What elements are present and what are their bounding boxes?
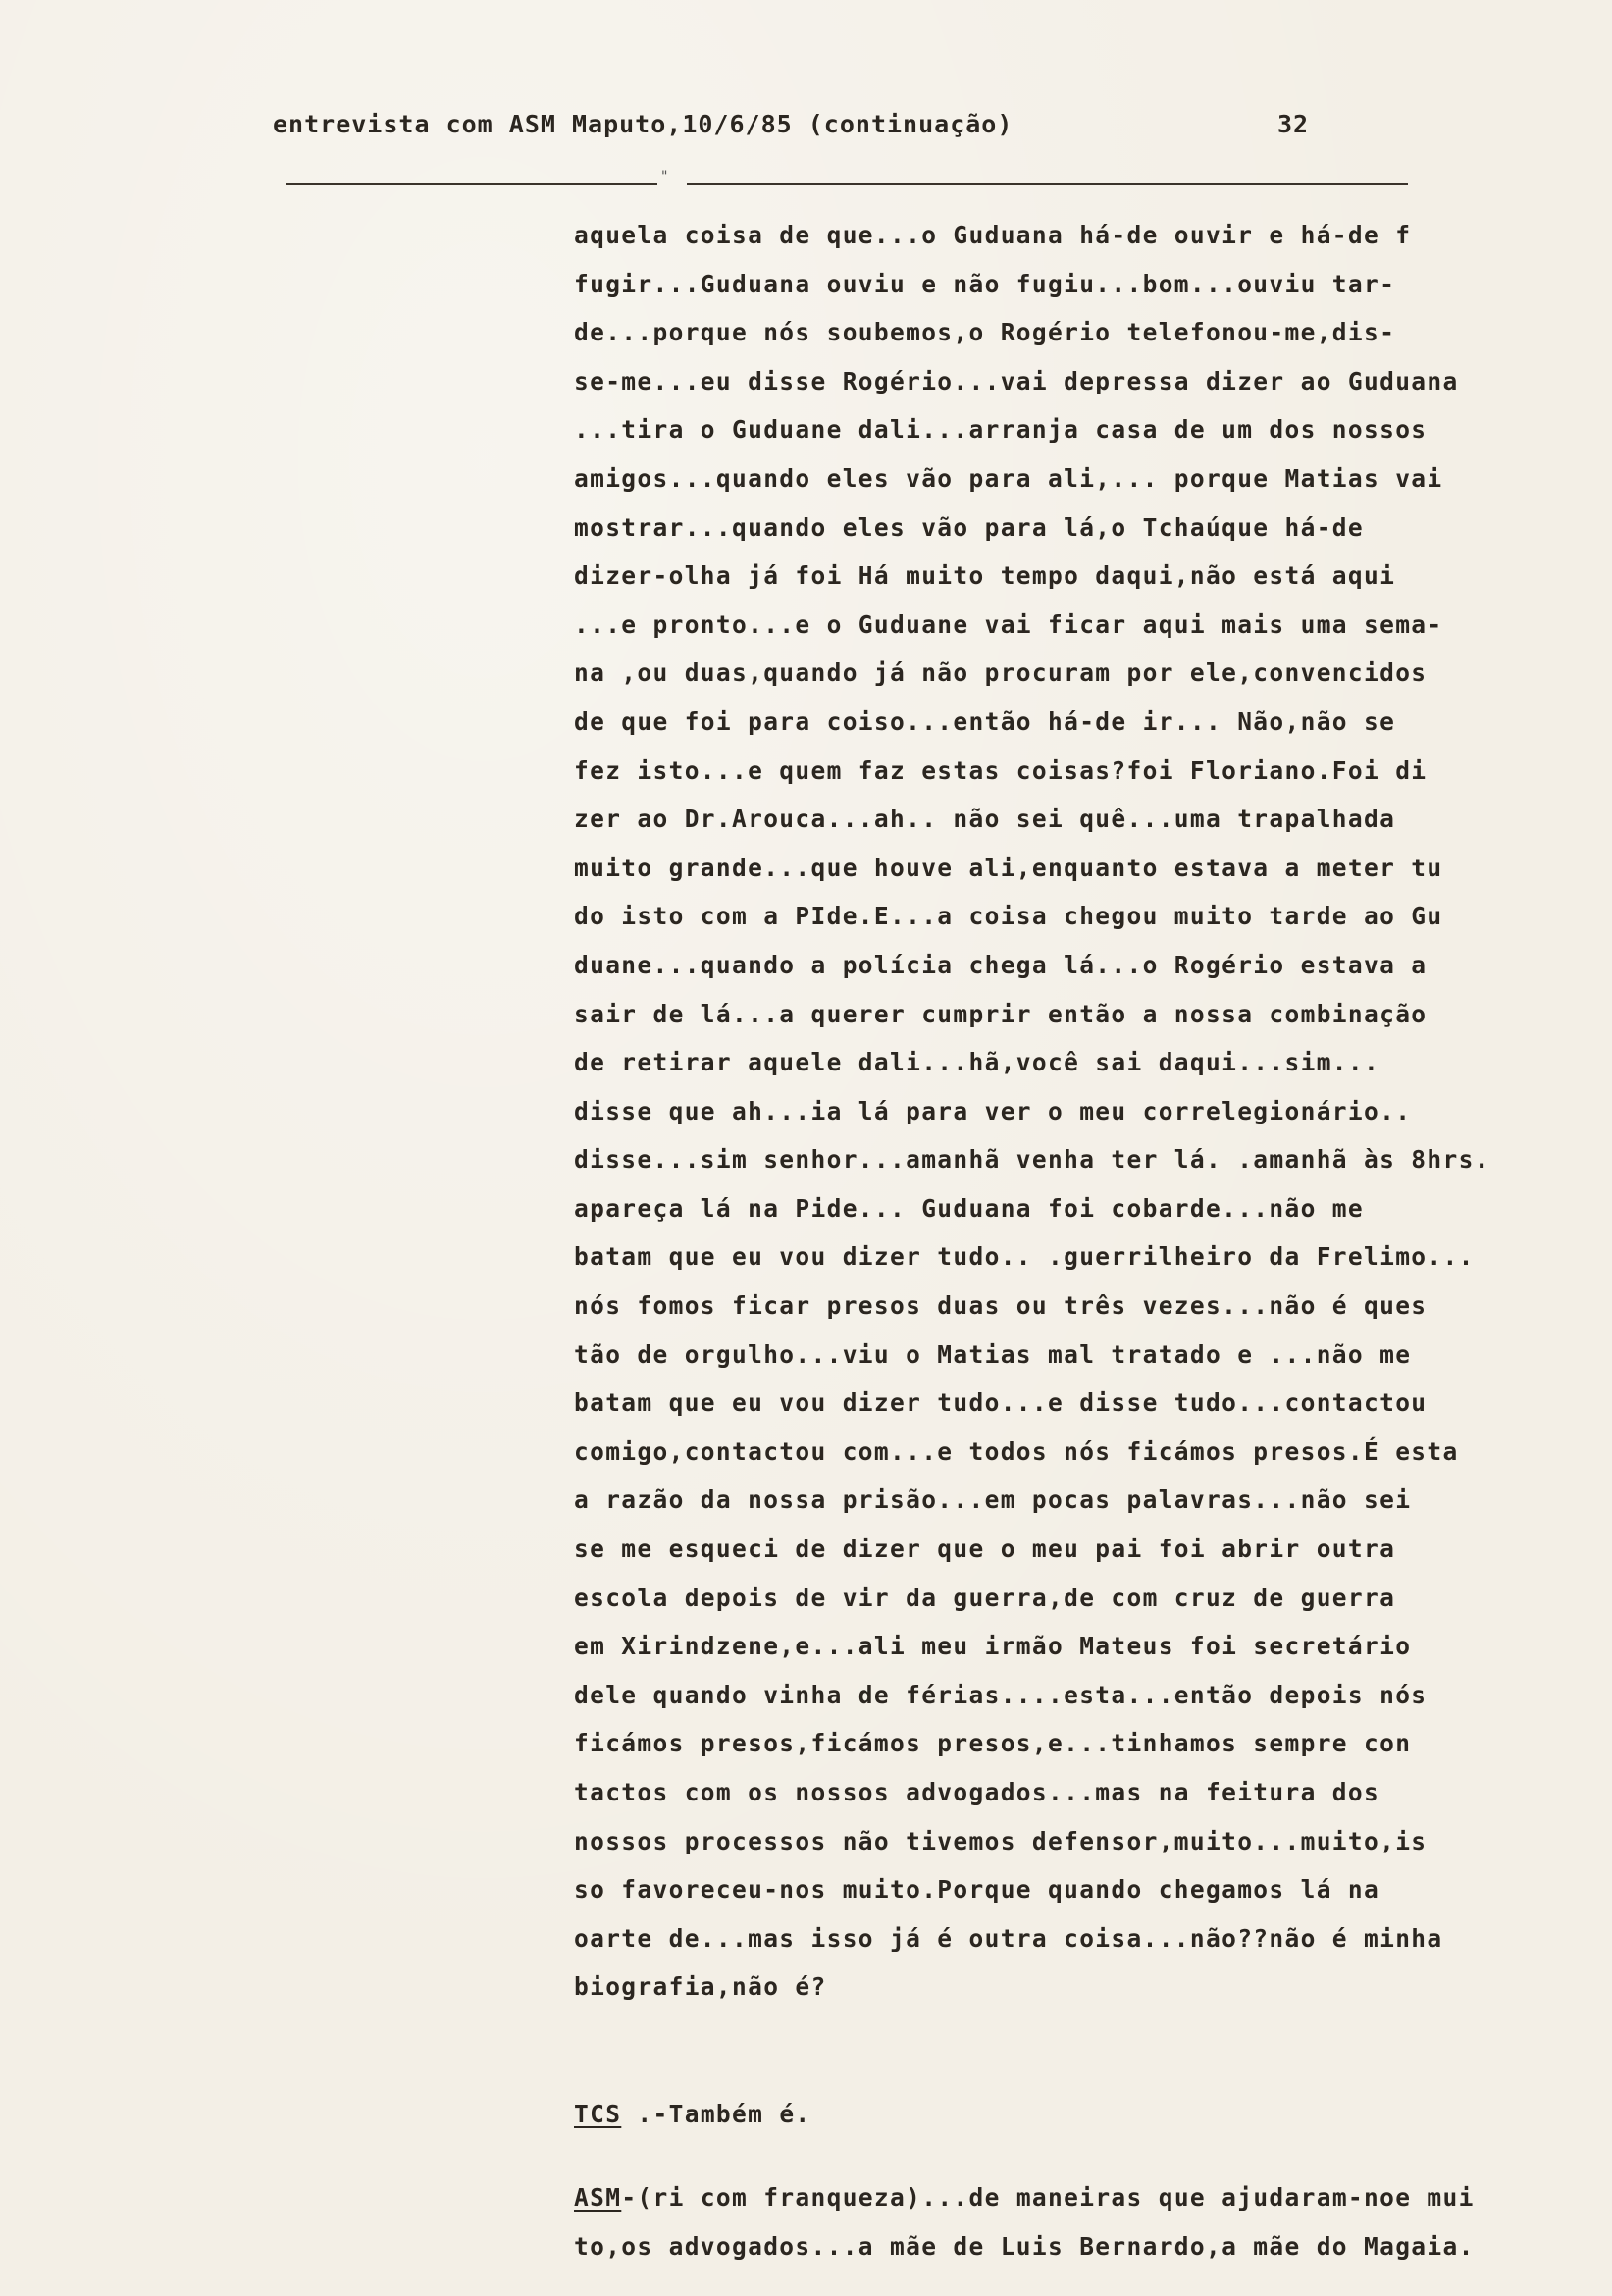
header-title: entrevista com ASM Maputo,10/6/85 (continuação) [273, 110, 1014, 138]
body-line: dele quando vinha de férias....esta...então depois nós [574, 1680, 1428, 1709]
body-line: biografia,não é? [574, 1972, 827, 2002]
body-line: em Xirindzene,e...ali meu irmão Mateus foi secretário [574, 1632, 1412, 1661]
body-line: muito grande...que houve ali,enquanto estava a meter tu [574, 853, 1443, 882]
body-line: mostrar...quando eles vão para lá,o Tchaúque há-de [574, 512, 1365, 542]
body-line: disse que ah...ia lá para ver o meu correlegionário.. [574, 1096, 1412, 1125]
body-line: a razão da nossa prisão...em pocas palavras...não sei [574, 1486, 1412, 1515]
asm-text-line1: -(ri com franqueza)...de maneiras que ajudaram-noe mui [621, 2183, 1475, 2212]
body-line: batam que eu vou dizer tudo...e disse tudo...contactou [574, 1388, 1428, 1418]
header-rule-left [286, 183, 657, 185]
page-number: 32 [1277, 110, 1310, 138]
body-line: batam que eu vou dizer tudo.. .guerrilheiro da Frelimo... [574, 1242, 1475, 1272]
body-line: ...tira o Guduane dali...arranja casa de um dos nossos [574, 415, 1428, 444]
header-rule-right [687, 183, 1408, 185]
page-header [273, 110, 1352, 149]
speaker-tcs: TCS [574, 2100, 622, 2128]
body-line: tão de orgulho...viu o Matias mal tratado e ...não me [574, 1339, 1412, 1369]
body-line: fez isto...e quem faz estas coisas?foi Floriano.Foi di [574, 756, 1428, 785]
body-line: aquela coisa de que...o Guduana há-de ouvir e há-de f [574, 221, 1412, 249]
body-line: do isto com a PIde.E...a coisa chegou muito tarde ao Gu [574, 902, 1443, 931]
interview-transcript-body [574, 211, 1594, 2011]
body-line: disse...sim senhor...amanhã venha ter lá. .amanhã às 8hrs. [574, 1145, 1490, 1174]
tcs-text: .-Também é. [621, 2100, 811, 2128]
body-line: escola depois de vir da guerra,de com cruz de guerra [574, 1583, 1396, 1612]
tcs-dialogue [574, 2090, 1594, 2139]
body-line: apareça lá na Pide... Guduana foi cobarde...não me [574, 1193, 1365, 1223]
body-line: so favoreceu-nos muito.Porque quando chegamos lá na [574, 1875, 1380, 1905]
body-line: nós fomos ficar presos duas ou três vezes...não é ques [574, 1291, 1428, 1321]
speaker-asm: ASM [574, 2183, 622, 2212]
body-line: dizer-olha já foi Há muito tempo daqui,não está aqui [574, 561, 1396, 591]
body-line: de...porque nós soubemos,o Rogério telefonou-me,dis- [574, 318, 1396, 347]
body-line: sair de lá...a querer cumprir então a nossa combinação [574, 999, 1428, 1028]
body-line: fugir...Guduana ouviu e não fugiu...bom...ouviu tar- [574, 269, 1396, 298]
body-line: amigos...quando eles vão para ali,... porque Matias vai [574, 463, 1443, 493]
body-line: na ,ou duas,quando já não procuram por ele,convencidos [574, 658, 1428, 688]
body-line: zer ao Dr.Arouca...ah.. não sei quê...uma trapalhada [574, 805, 1396, 834]
asm-dialogue [574, 2173, 1594, 2270]
body-line: duane...quando a polícia chega lá...o Rogério estava a [574, 950, 1428, 979]
body-line: ficámos presos,ficámos presos,e...tinhamos sempre con [574, 1729, 1412, 1758]
body-line: comigo,contactou com...e todos nós ficámos presos.É esta [574, 1436, 1459, 1466]
body-line: tactos com os nossos advogados...mas na feitura dos [574, 1778, 1380, 1806]
body-line: nossos processos não tivemos defensor,muito...muito,is [574, 1826, 1428, 1855]
body-line: oarte de...mas isso já é outra coisa...não??não é minha [574, 1923, 1443, 1953]
asm-text-line2: to,os advogados...a mãe de Luis Bernardo,a mãe do Magaia. [574, 2231, 1475, 2261]
body-line: de retirar aquele dali...hã,você sai daqui...sim... [574, 1048, 1380, 1077]
rule-mark: " [660, 169, 669, 184]
body-line: se me esqueci de dizer que o meu pai foi abrir outra [574, 1535, 1396, 1564]
body-line: de que foi para coiso...então há-de ir... Não,não se [574, 706, 1396, 736]
body-line: se-me...eu disse Rogério...vai depressa dizer ao Guduana [574, 366, 1459, 395]
body-line: ...e pronto...e o Guduane vai ficar aqui mais uma sema- [574, 609, 1443, 639]
